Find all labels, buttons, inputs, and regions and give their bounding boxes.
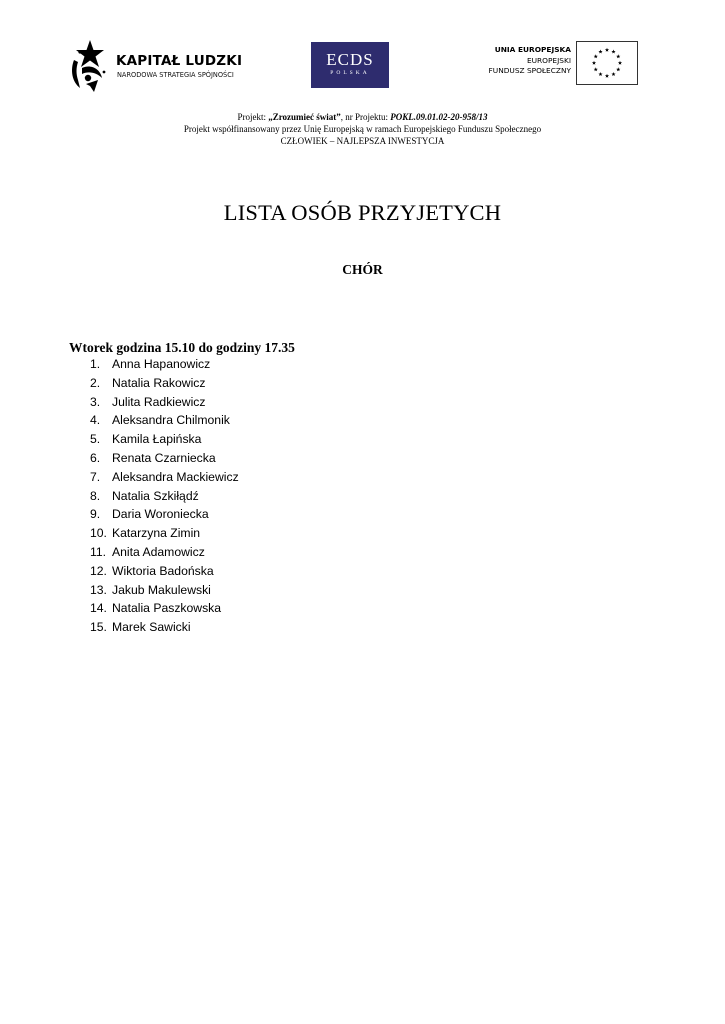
- list-item-name: Daria Woroniecka: [112, 507, 209, 522]
- kapital-ludzki-star-icon: [68, 38, 114, 94]
- list-item-number: 6.: [90, 450, 101, 465]
- kapital-ludzki-logo: [68, 38, 243, 94]
- eu-star-icon: [594, 67, 598, 71]
- ecds-logo-main: ECDS: [326, 50, 374, 69]
- list-item-name: Kamila Łapińska: [112, 432, 202, 447]
- eu-stars-icon: [577, 42, 637, 84]
- list-item-name: Katarzyna Zimin: [112, 526, 201, 541]
- project-cofinancing: Projekt współfinansowany przez Unię Europejską w ramach Europejskiego Funduszu Społecznego: [183, 124, 542, 134]
- project-name: „Zrozumieć świat”: [268, 112, 341, 122]
- list-item-name: Julita Radkiewicz: [112, 394, 206, 409]
- list-item-number: 15.: [90, 620, 107, 635]
- project-line: [0, 111, 725, 123]
- eu-star-icon: [618, 61, 622, 65]
- eu-star-icon: [611, 72, 615, 76]
- list-item-number: 5.: [90, 432, 101, 447]
- eu-star-icon: [616, 67, 620, 71]
- project-prefix: Projekt:: [237, 112, 269, 122]
- list-item-number: 8.: [90, 488, 101, 503]
- list-item-number: 12.: [90, 563, 107, 578]
- project-number-label: , nr Projektu:: [340, 112, 391, 122]
- kapital-ludzki-subtitle: NARODOWA STRATEGIA SPÓJNOŚCI: [117, 71, 234, 79]
- ecds-logo: [311, 42, 389, 88]
- project-number: POKL.09.01.02-20-958/13: [390, 112, 488, 122]
- eu-star-icon: [611, 50, 615, 54]
- list-item-number: 7.: [90, 469, 101, 484]
- list-item-number: 11.: [90, 544, 107, 559]
- list-item-name: Aleksandra Mackiewicz: [112, 469, 239, 484]
- ecds-logo-sub: POLSKA: [330, 70, 370, 76]
- document-title: LISTA OSÓB PRZYJETYCH: [223, 200, 502, 225]
- schedule-heading: Wtorek godzina 15.10 do godziny 17.35: [69, 340, 295, 355]
- document-subtitle: CHÓR: [342, 262, 383, 277]
- eu-logo-line1: UNIA EUROPEJSKA: [494, 45, 571, 54]
- list-item-number: 9.: [90, 507, 101, 522]
- eu-star-icon: [598, 72, 602, 76]
- eu-logo: [480, 41, 640, 85]
- list-item-name: Natalia Paszkowska: [112, 601, 222, 616]
- eu-logo-line2: EUROPEJSKI: [526, 55, 571, 65]
- list-item-name: Renata Czarniecka: [112, 450, 216, 465]
- eu-logo-line3: FUNDUSZ SPOŁECZNY: [488, 66, 571, 75]
- kapital-ludzki-title: KAPITAŁ LUDZKI: [116, 53, 243, 69]
- list-item-number: 2.: [90, 375, 101, 390]
- project-info: [0, 111, 725, 147]
- list-item-name: Wiktoria Badońska: [112, 563, 214, 578]
- list-item-number: 1.: [90, 357, 101, 371]
- eu-flag: [576, 41, 638, 85]
- eu-star-icon: [592, 61, 596, 65]
- list-item-name: Marek Sawicki: [112, 620, 191, 635]
- list-item-name: Natalia Szkiłądź: [112, 488, 199, 503]
- eu-star-icon: [605, 48, 609, 52]
- list-item-name: Aleksandra Chilmonik: [112, 413, 230, 428]
- list-item-number: 10.: [90, 526, 107, 541]
- project-motto: CZŁOWIEK – NAJLEPSZA INWESTYCJA: [280, 136, 445, 146]
- list-item-name: Anita Adamowicz: [112, 544, 205, 559]
- list-item-number: 4.: [90, 413, 101, 428]
- list-item-name: Natalia Rakowicz: [112, 375, 206, 390]
- list-item-name: Anna Hapanowicz: [112, 357, 211, 371]
- list-item-number: 3.: [90, 394, 101, 409]
- eu-star-icon: [605, 74, 609, 78]
- list-item-number: 13.: [90, 582, 107, 597]
- eu-star-icon: [594, 54, 598, 58]
- eu-star-icon: [598, 50, 602, 54]
- eu-logo-text: [489, 45, 571, 77]
- list-item-number: 14.: [90, 601, 107, 616]
- list-item-name: Jakub Makulewski: [112, 582, 211, 597]
- eu-star-icon: [616, 54, 620, 58]
